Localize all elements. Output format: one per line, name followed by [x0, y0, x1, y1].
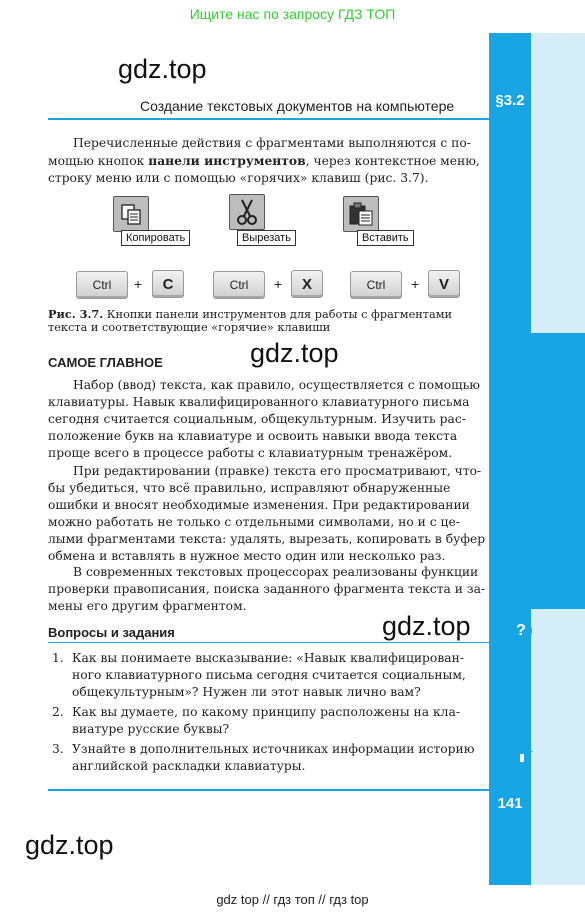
ctrl-key: Ctrl: [213, 271, 265, 299]
question-item: [52, 704, 488, 738]
page-number: 141: [497, 795, 523, 812]
text-line: мены его другим фрагментом.: [48, 599, 247, 613]
intro-line: [48, 152, 488, 170]
watermark: gdz.top: [118, 54, 207, 84]
question-item: [52, 741, 488, 775]
house-icon: [510, 741, 534, 767]
main-paragraph-3: [48, 564, 488, 615]
section-number: §3.2: [495, 92, 525, 109]
paste-button[interactable]: [343, 196, 379, 232]
section-heading: САМОЕ ГЛАВНОЕ: [48, 355, 163, 370]
copy-icon: [119, 202, 143, 226]
text-line: сегодня считается социальным, общекультурным. Изучить рас-: [48, 412, 466, 426]
intro-bold: панели инструментов: [148, 153, 306, 168]
plus-sign: +: [274, 276, 283, 292]
questions-heading: Вопросы и задания: [48, 625, 175, 640]
text-line: положение букв на клавиатуре и освоить навыки ввода текста: [48, 429, 458, 443]
text-line: лыми фрагментами текста: удалять, вырезать, копировать в буфер: [48, 532, 486, 546]
cut-button[interactable]: [229, 194, 265, 230]
copy-button[interactable]: [113, 196, 149, 232]
main-paragraph-2: [48, 463, 488, 565]
running-header: Создание текстовых документов на компьютере: [140, 98, 455, 114]
text-line: ошибки и вносят необходимые изменения. При редактировании: [48, 498, 470, 512]
question-line: английской раскладки клавиатуры.: [72, 759, 306, 773]
house-icon-svg: [510, 741, 534, 763]
question-item: [52, 650, 488, 701]
x-key: X: [291, 270, 323, 298]
intro-line: строку меню или с помощью «горячих» клавиш (рис. 3.7).: [48, 171, 429, 185]
paste-icon: [348, 201, 374, 227]
question-line: Как вы понимаете высказывание: «Навык квалифицирован-: [72, 651, 464, 665]
question-circle-icon: [510, 620, 532, 642]
questions-rule: [48, 642, 489, 643]
plus-sign: +: [134, 276, 143, 292]
watermark: gdz.top: [250, 338, 339, 368]
intro-text: , через контекстное меню,: [305, 154, 480, 168]
scissors-icon: [235, 198, 259, 226]
question-number: 3.: [52, 742, 64, 756]
cut-label: Вырезать: [237, 230, 296, 246]
ctrl-key: Ctrl: [76, 271, 128, 299]
plus-sign: +: [411, 276, 420, 292]
question-number: 2.: [52, 705, 64, 719]
text-line: проверки правописания, поиска заданного фрагмента текста и за-: [48, 582, 486, 596]
question-glyph: ?: [516, 622, 526, 639]
text-line: клавиатуры. Навык квалифицированного клавиатурного письма: [48, 395, 470, 409]
caption-line: текста и соответствующие «горячие» клавиши: [48, 321, 331, 334]
copy-label: Копировать: [121, 230, 190, 246]
bottom-rule: [48, 789, 489, 791]
figure-label: Рис. 3.7.: [48, 307, 104, 321]
c-key: C: [152, 270, 184, 298]
watermark: gdz.top: [382, 611, 471, 641]
text-line: можно работать не только с отдельными символами, но и с це-: [48, 515, 460, 529]
text-line: бы убедиться, что всё правильно, исправляют обнаруженные: [48, 481, 451, 495]
question-text: [72, 704, 488, 738]
intro-line: Перечисленные действия с фрагментами выполняются с по-: [73, 136, 471, 150]
question-text: [72, 650, 488, 701]
intro-paragraph: [48, 135, 488, 187]
search-banner[interactable]: Ищите нас по запросу ГДЗ ТОП: [189, 6, 396, 22]
header-rule: [48, 118, 489, 120]
text-line: Набор (ввод) текста, как правило, осуществляется с помощью: [73, 378, 480, 392]
text-line: В современных текстовых процессорах реализованы функции: [73, 565, 479, 579]
text-line: проще всего в процессе работы с клавиатурным тренажёром.: [48, 446, 453, 460]
question-line: ного клавиатурного письма сегодня считается социальным,: [72, 668, 466, 682]
question-line: общекультурным»? Нужен ли этот навык лично вам?: [72, 685, 421, 699]
question-line: Как вы думаете, по какому принципу расположены на кла-: [72, 705, 460, 719]
question-line: виатуре русские буквы?: [72, 722, 230, 736]
watermark: gdz.top: [25, 830, 114, 860]
question-text: [72, 741, 488, 775]
footer-links[interactable]: gdz top // гдз топ // гдз top: [216, 892, 369, 907]
text-line: обмена и вставлять в нужное место один или несколько раз.: [48, 549, 446, 563]
question-number: 1.: [52, 651, 64, 665]
ctrl-key: Ctrl: [350, 271, 402, 299]
intro-text: мощью кнопок: [48, 154, 149, 168]
caption-text: Кнопки панели инструментов для работы с фрагментами: [103, 308, 453, 321]
figure-caption: [48, 308, 488, 334]
main-paragraph-1: [48, 377, 488, 462]
paste-label: Вставить: [357, 230, 414, 246]
text-line: При редактировании (правке) текста его просматривают, что-: [73, 464, 482, 478]
question-line: Узнайте в дополнительных источниках информации историю: [72, 742, 475, 756]
caption-line: [48, 308, 488, 321]
v-key: V: [428, 270, 460, 298]
side-band-mid: [489, 333, 585, 609]
